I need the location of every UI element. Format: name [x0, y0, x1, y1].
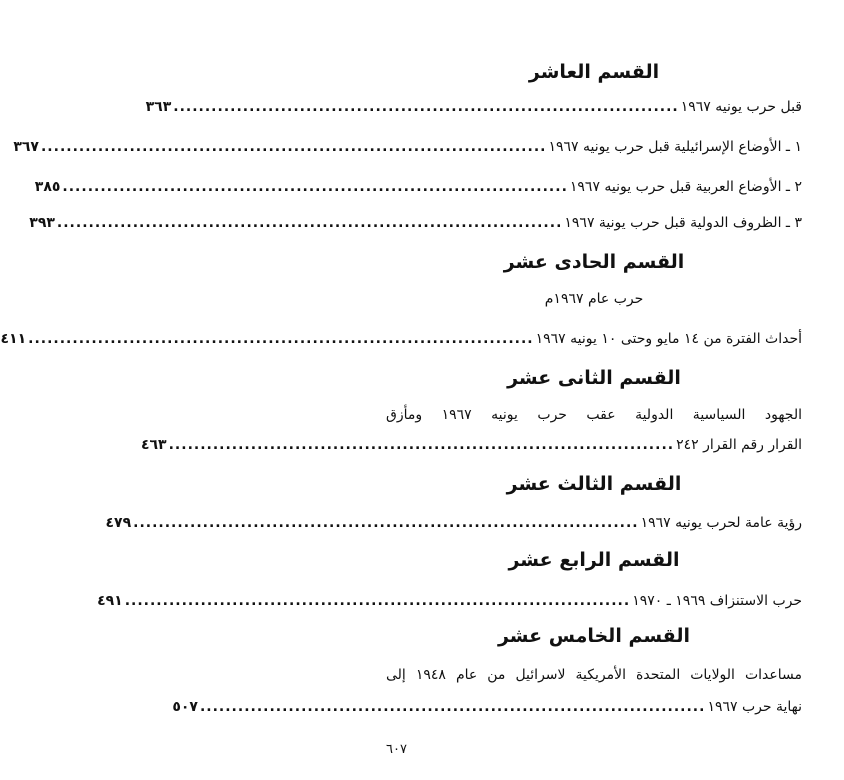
section-heading-13: القسم الثالث عشر	[506, 473, 682, 495]
toc-entry	[29, 212, 802, 234]
section-heading-11: القسم الحادى عشر	[503, 251, 685, 273]
toc-entry-text: حرب الاستنزاف ١٩٦٩ ـ ١٩٧٠	[632, 593, 802, 609]
toc-entry-text: ٣ ـ الظروف الدولية قبل حرب يونية ١٩٦٧	[564, 215, 802, 231]
toc-leader-dots: ................................................................................	[173, 99, 679, 115]
toc-entry-page: ٤٩١	[97, 593, 123, 609]
toc-leader-dots: ................................................................................	[56, 215, 563, 231]
toc-entry-text: ٢ ـ الأوضاع العربية قبل حرب يونيه ١٩٦٧	[569, 179, 802, 195]
toc-entry-text-line: مساعدات الولايات المتحدة الأمريكية لاسرائيل من عام ١٩٤٨ إلى	[386, 667, 802, 683]
toc-entry	[0, 328, 802, 350]
toc-leader-dots: ................................................................................	[168, 437, 675, 453]
toc-leader-dots: ................................................................................	[62, 179, 568, 195]
toc-entry	[145, 96, 802, 118]
toc-leader-dots: ................................................................................	[124, 593, 631, 609]
page-number: ٦٠٧	[386, 742, 407, 757]
toc-entry-text: قبل حرب يونيه ١٩٦٧	[680, 99, 802, 115]
toc-leader-dots: ................................................................................	[28, 331, 534, 347]
toc-entry	[140, 434, 802, 456]
toc-entry	[105, 512, 802, 534]
section-heading-10: القسم العاشر	[528, 61, 660, 83]
toc-entry	[97, 590, 802, 612]
toc-entry-page: ٤٦٣	[140, 437, 167, 453]
toc-entry-text: رؤية عامة لحرب يونيه ١٩٦٧	[640, 515, 802, 531]
toc-entry	[172, 696, 802, 718]
toc-entry-text-line: الجهود السياسية الدولية عقب حرب يونيه ١٩٦٧ ومأزق	[386, 407, 802, 423]
toc-leader-dots: ................................................................................	[40, 139, 547, 155]
toc-entry-text: أحداث الفترة من ١٤ مايو وحتى ١٠ يونيه ١٩٦٧	[535, 331, 802, 347]
toc-entry-text: نهاية حرب ١٩٦٧	[707, 699, 802, 715]
section-heading-15: القسم الخامس عشر	[497, 625, 690, 647]
toc-entry-text: القرار رقم القرار ٢٤٢	[676, 437, 802, 453]
toc-leader-dots: ................................................................................	[199, 699, 706, 715]
toc-entry-text: ١ ـ الأوضاع الإسرائيلية قبل حرب يونيه ١٩٦٧	[548, 139, 802, 155]
toc-entry-page: ٣٩٣	[29, 215, 55, 231]
toc-entry-page: ٤١١	[0, 331, 27, 347]
toc-entry-page: ٣٦٧	[13, 139, 39, 155]
toc-entry-page: ٣٨٥	[34, 179, 61, 195]
toc-entry	[13, 136, 802, 158]
section-heading-14: القسم الرابع عشر	[508, 549, 680, 571]
toc-leader-dots: ................................................................................	[133, 515, 639, 531]
toc-entry-page: ٥٠٧	[172, 699, 198, 715]
section-heading-12: القسم الثانى عشر	[507, 367, 681, 389]
section-subtitle: حرب عام ١٩٦٧م	[544, 291, 644, 307]
toc-entry-page: ٤٧٩	[105, 515, 132, 531]
toc-entry	[34, 176, 802, 198]
toc-entry-page: ٣٦٣	[145, 99, 172, 115]
